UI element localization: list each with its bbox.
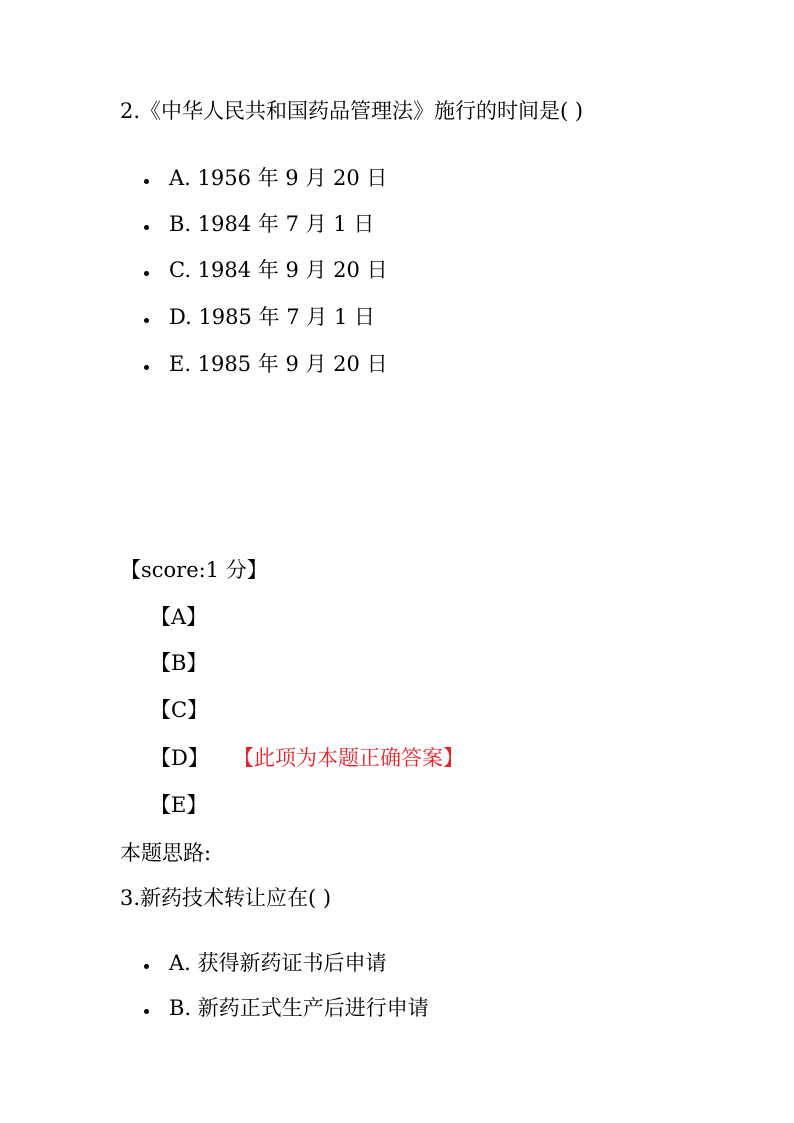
answer-c: 【C】: [150, 698, 209, 722]
option-text: D. 1985 年 7 月 1 日: [169, 305, 375, 329]
bullet-icon: [144, 964, 149, 969]
question-2-option-c: [144, 260, 388, 281]
question-3-option-b: [144, 998, 429, 1019]
answer-b: 【B】: [150, 651, 208, 675]
answer-e: 【E】: [150, 793, 208, 817]
option-text: E. 1985 年 9 月 20 日: [169, 352, 388, 376]
answer-d: 【D】: [150, 746, 209, 770]
option-text: A. 获得新药证书后申请: [169, 951, 387, 975]
option-text: A. 1956 年 9 月 20 日: [169, 166, 388, 190]
question-3-title: 3.新药技术转让应在( ): [120, 886, 332, 910]
bullet-icon: [144, 1009, 149, 1014]
question-3-option-a: [144, 953, 387, 974]
bullet-icon: [144, 225, 149, 230]
question-2-option-d: [144, 307, 375, 328]
bullet-icon: [144, 179, 149, 184]
answer-a: 【A】: [150, 605, 208, 629]
score-label: 【score:1 分】: [120, 558, 268, 582]
question-2-option-b: [144, 214, 374, 235]
question-2-option-a: [144, 168, 387, 189]
correct-answer-note: 【此项为本题正确答案】: [233, 746, 464, 770]
bullet-icon: [144, 271, 149, 276]
option-text: C. 1984 年 9 月 20 日: [169, 258, 388, 282]
question-2-title: 2.《中华人民共和国药品管理法》施行的时间是( ): [120, 99, 584, 123]
option-text: B. 新药正式生产后进行申请: [169, 996, 429, 1020]
bullet-icon: [144, 365, 149, 370]
question-2-option-e: [144, 354, 388, 375]
explanation-label: 本题思路:: [120, 841, 212, 865]
bullet-icon: [144, 318, 149, 323]
option-text: B. 1984 年 7 月 1 日: [169, 212, 375, 236]
